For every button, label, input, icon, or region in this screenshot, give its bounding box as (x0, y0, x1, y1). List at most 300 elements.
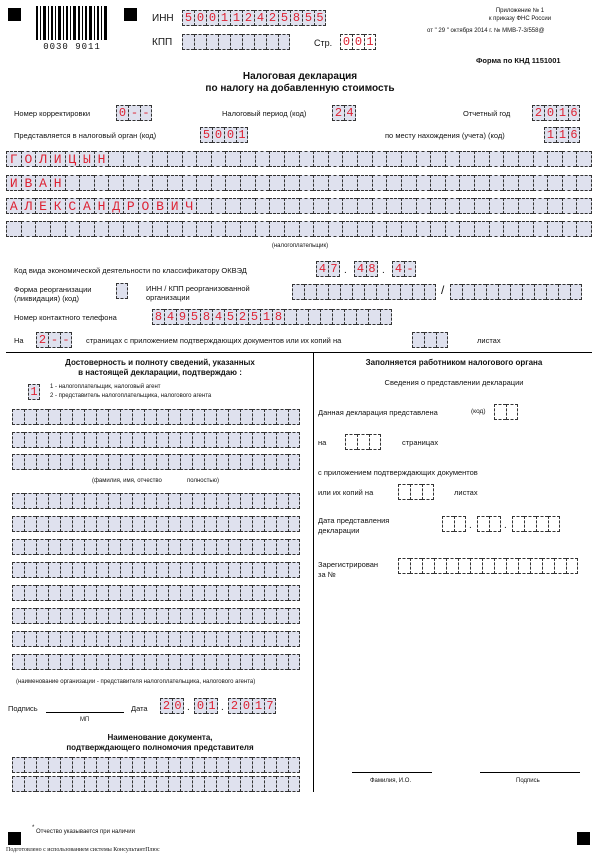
form-cell[interactable]: О (21, 151, 36, 167)
form-cell[interactable] (252, 432, 264, 448)
form-cell[interactable] (72, 454, 84, 470)
form-cell[interactable] (108, 585, 120, 601)
form-cell[interactable] (225, 151, 240, 167)
form-cell[interactable] (264, 654, 276, 670)
presented-code-cells[interactable] (494, 404, 518, 420)
form-cell[interactable] (288, 757, 300, 773)
form-cell[interactable] (252, 654, 264, 670)
form-cell[interactable]: 0 (224, 127, 236, 143)
form-cell[interactable] (489, 175, 504, 191)
form-cell[interactable] (570, 284, 582, 300)
on-pages-cells[interactable] (345, 434, 381, 450)
form-cell[interactable] (24, 539, 36, 555)
form-cell[interactable] (204, 454, 216, 470)
form-cell[interactable]: 8 (152, 309, 164, 325)
form-cell[interactable] (211, 221, 226, 237)
form-cell[interactable]: В (152, 198, 167, 214)
form-cell[interactable] (36, 776, 48, 792)
form-cell[interactable] (228, 776, 240, 792)
form-cell[interactable] (36, 631, 48, 647)
form-cell[interactable] (562, 221, 577, 237)
form-cell[interactable]: 0 (194, 698, 206, 714)
form-cell[interactable] (156, 631, 168, 647)
form-cell[interactable] (84, 585, 96, 601)
form-cell[interactable]: 4 (254, 10, 266, 26)
form-cell[interactable] (276, 432, 288, 448)
form-cell[interactable] (144, 608, 156, 624)
form-cell[interactable] (446, 558, 458, 574)
form-cell[interactable] (576, 221, 592, 237)
form-cell[interactable] (240, 608, 252, 624)
form-cell[interactable] (120, 516, 132, 532)
form-cell[interactable]: 4 (354, 261, 366, 277)
form-cell[interactable]: 8 (200, 309, 212, 325)
form-cell[interactable] (156, 539, 168, 555)
form-cell[interactable] (489, 198, 504, 214)
form-cell[interactable] (196, 221, 211, 237)
form-cell[interactable] (240, 776, 252, 792)
form-cell[interactable] (422, 484, 434, 500)
form-cell[interactable] (518, 198, 533, 214)
form-cell[interactable] (65, 175, 80, 191)
form-cell[interactable] (276, 631, 288, 647)
form-cell[interactable] (84, 631, 96, 647)
form-cell[interactable] (342, 198, 357, 214)
form-cell[interactable] (240, 757, 252, 773)
form-cell[interactable] (240, 221, 255, 237)
form-cell[interactable] (288, 654, 300, 670)
form-cell[interactable] (79, 221, 94, 237)
form-cell[interactable] (168, 631, 180, 647)
form-cell[interactable] (60, 631, 72, 647)
form-cell[interactable] (357, 151, 372, 167)
form-cell[interactable] (240, 631, 252, 647)
form-cell[interactable] (204, 539, 216, 555)
form-cell[interactable] (84, 562, 96, 578)
form-cell[interactable] (120, 776, 132, 792)
form-cell[interactable] (264, 562, 276, 578)
form-cell[interactable] (72, 776, 84, 792)
form-cell[interactable] (388, 284, 400, 300)
fio-row-2[interactable] (12, 432, 300, 448)
form-cell[interactable] (48, 454, 60, 470)
form-cell[interactable] (228, 608, 240, 624)
form-cell[interactable] (218, 34, 230, 50)
reorg-kpp-cells[interactable] (450, 284, 582, 300)
form-cell[interactable] (445, 175, 460, 191)
form-cell[interactable] (132, 539, 144, 555)
form-cell[interactable] (123, 151, 138, 167)
form-cell[interactable] (416, 151, 431, 167)
form-cell[interactable] (167, 175, 182, 191)
form-cell[interactable] (36, 608, 48, 624)
form-cell[interactable] (144, 757, 156, 773)
form-cell[interactable] (72, 757, 84, 773)
form-cell[interactable]: 2 (332, 105, 344, 121)
form-cell[interactable]: К (50, 198, 65, 214)
inspector-fio-line[interactable] (352, 772, 432, 773)
form-cell[interactable] (120, 608, 132, 624)
report-year-cells[interactable] (532, 105, 580, 121)
form-cell[interactable]: - (128, 105, 140, 121)
form-cell[interactable] (96, 776, 108, 792)
form-cell[interactable] (36, 454, 48, 470)
form-cell[interactable] (204, 757, 216, 773)
form-cell[interactable] (328, 221, 343, 237)
form-cell[interactable] (108, 516, 120, 532)
form-cell[interactable] (264, 757, 276, 773)
form-cell[interactable] (576, 151, 592, 167)
form-cell[interactable] (240, 175, 255, 191)
form-cell[interactable] (299, 151, 314, 167)
form-cell[interactable] (530, 558, 542, 574)
form-cell[interactable] (24, 432, 36, 448)
form-cell[interactable] (276, 493, 288, 509)
form-cell[interactable]: - (404, 261, 416, 277)
form-cell[interactable] (72, 409, 84, 425)
form-cell[interactable] (474, 198, 489, 214)
form-cell[interactable] (410, 484, 422, 500)
form-cell[interactable] (512, 516, 524, 532)
okved-part2[interactable] (354, 261, 378, 277)
form-cell[interactable] (216, 432, 228, 448)
form-cell[interactable] (60, 409, 72, 425)
form-cell[interactable]: 0 (172, 698, 184, 714)
form-cell[interactable] (168, 608, 180, 624)
form-cell[interactable] (240, 454, 252, 470)
form-cell[interactable]: 5 (278, 10, 290, 26)
form-cell[interactable]: 0 (212, 127, 224, 143)
form-cell[interactable] (288, 562, 300, 578)
form-cell[interactable] (422, 558, 434, 574)
location-cells[interactable] (544, 127, 580, 143)
form-cell[interactable] (401, 221, 416, 237)
form-cell[interactable] (548, 516, 560, 532)
form-cell[interactable]: 1 (556, 127, 568, 143)
form-cell[interactable] (24, 631, 36, 647)
form-cell[interactable] (60, 585, 72, 601)
form-cell[interactable] (288, 432, 300, 448)
form-cell[interactable] (60, 539, 72, 555)
form-cell[interactable]: Л (35, 151, 50, 167)
form-cell[interactable] (547, 151, 562, 167)
form-cell[interactable] (547, 198, 562, 214)
form-cell[interactable] (255, 221, 270, 237)
form-cell[interactable] (276, 454, 288, 470)
form-cell[interactable] (94, 175, 109, 191)
date-presented-year[interactable] (512, 516, 560, 532)
form-cell[interactable] (192, 409, 204, 425)
form-cell[interactable]: Л (21, 198, 36, 214)
form-cell[interactable] (120, 585, 132, 601)
form-cell[interactable] (228, 631, 240, 647)
form-cell[interactable]: 5 (182, 10, 194, 26)
form-cell[interactable] (474, 175, 489, 191)
form-cell[interactable] (156, 409, 168, 425)
form-cell[interactable] (60, 493, 72, 509)
form-cell[interactable] (299, 175, 314, 191)
form-cell[interactable] (228, 409, 240, 425)
form-cell[interactable] (144, 654, 156, 670)
form-cell[interactable] (240, 654, 252, 670)
form-cell[interactable]: И (167, 198, 182, 214)
form-cell[interactable] (276, 608, 288, 624)
form-cell[interactable] (96, 757, 108, 773)
form-cell[interactable] (48, 654, 60, 670)
form-cell[interactable] (445, 198, 460, 214)
form-cell[interactable] (225, 221, 240, 237)
form-cell[interactable] (216, 539, 228, 555)
form-cell[interactable] (284, 175, 299, 191)
form-cell[interactable] (204, 631, 216, 647)
form-cell[interactable]: 7 (264, 698, 276, 714)
form-cell[interactable] (108, 151, 123, 167)
form-cell[interactable]: Н (50, 175, 65, 191)
form-cell[interactable] (180, 776, 192, 792)
form-cell[interactable] (204, 562, 216, 578)
date-presented-month[interactable] (477, 516, 501, 532)
form-cell[interactable] (357, 175, 372, 191)
form-cell[interactable] (144, 776, 156, 792)
form-cell[interactable] (357, 198, 372, 214)
form-cell[interactable] (430, 221, 445, 237)
form-cell[interactable] (494, 558, 506, 574)
form-cell[interactable] (21, 221, 36, 237)
form-cell[interactable] (48, 516, 60, 532)
form-cell[interactable] (276, 585, 288, 601)
form-cell[interactable]: 8 (272, 309, 284, 325)
form-cell[interactable] (266, 34, 278, 50)
form-cell[interactable] (60, 757, 72, 773)
form-cell[interactable] (252, 454, 264, 470)
form-cell[interactable] (138, 151, 153, 167)
form-cell[interactable] (288, 493, 300, 509)
form-cell[interactable]: 1 (28, 384, 40, 400)
form-cell[interactable] (284, 151, 299, 167)
form-cell[interactable]: 4 (212, 309, 224, 325)
copies-cells[interactable] (398, 484, 434, 500)
date-month-cells[interactable] (194, 698, 218, 714)
org-row-4[interactable] (12, 562, 300, 578)
form-cell[interactable] (108, 562, 120, 578)
form-cell[interactable] (108, 757, 120, 773)
form-cell[interactable] (342, 175, 357, 191)
form-cell[interactable] (264, 539, 276, 555)
form-cell[interactable] (313, 175, 328, 191)
form-cell[interactable] (518, 558, 530, 574)
form-cell[interactable] (36, 432, 48, 448)
date-day-cells[interactable] (160, 698, 184, 714)
form-cell[interactable] (401, 198, 416, 214)
form-cell[interactable] (120, 432, 132, 448)
form-cell[interactable] (96, 432, 108, 448)
form-cell[interactable] (252, 757, 264, 773)
form-cell[interactable] (48, 757, 60, 773)
form-cell[interactable] (48, 409, 60, 425)
form-cell[interactable] (558, 284, 570, 300)
form-cell[interactable] (182, 221, 197, 237)
form-cell[interactable] (168, 585, 180, 601)
form-cell[interactable] (6, 221, 21, 237)
form-cell[interactable] (342, 221, 357, 237)
form-cell[interactable] (204, 409, 216, 425)
form-cell[interactable] (489, 221, 504, 237)
form-cell[interactable] (108, 409, 120, 425)
form-cell[interactable] (228, 585, 240, 601)
form-cell[interactable] (264, 493, 276, 509)
form-cell[interactable] (84, 776, 96, 792)
form-cell[interactable] (194, 34, 206, 50)
form-cell[interactable] (156, 757, 168, 773)
form-cell[interactable] (230, 34, 242, 50)
form-cell[interactable] (252, 539, 264, 555)
form-cell[interactable] (144, 454, 156, 470)
form-cell[interactable] (380, 309, 392, 325)
form-cell[interactable] (386, 198, 401, 214)
form-cell[interactable] (108, 608, 120, 624)
form-cell[interactable]: 1 (364, 34, 376, 50)
form-cell[interactable] (276, 516, 288, 532)
form-cell[interactable] (180, 585, 192, 601)
org-row-2[interactable] (12, 516, 300, 532)
form-cell[interactable] (96, 654, 108, 670)
form-cell[interactable] (156, 562, 168, 578)
form-cell[interactable] (340, 284, 352, 300)
form-cell[interactable] (12, 631, 24, 647)
form-cell[interactable] (474, 284, 486, 300)
form-cell[interactable]: 8 (366, 261, 378, 277)
form-cell[interactable] (216, 516, 228, 532)
form-cell[interactable] (216, 631, 228, 647)
form-cell[interactable] (216, 776, 228, 792)
form-cell[interactable] (79, 175, 94, 191)
form-cell[interactable] (372, 198, 387, 214)
form-cell[interactable] (132, 454, 144, 470)
form-cell[interactable] (72, 654, 84, 670)
form-cell[interactable] (459, 221, 474, 237)
form-cell[interactable] (12, 654, 24, 670)
form-cell[interactable] (48, 631, 60, 647)
form-cell[interactable]: - (48, 332, 60, 348)
form-cell[interactable]: 5 (188, 309, 200, 325)
form-cell[interactable] (240, 432, 252, 448)
form-cell[interactable] (96, 516, 108, 532)
form-cell[interactable] (132, 432, 144, 448)
form-cell[interactable]: Д (108, 198, 123, 214)
form-cell[interactable] (345, 434, 357, 450)
form-cell[interactable]: Е (35, 198, 50, 214)
form-cell[interactable] (72, 631, 84, 647)
form-cell[interactable] (299, 198, 314, 214)
form-cell[interactable] (60, 608, 72, 624)
form-cell[interactable] (566, 558, 578, 574)
form-cell[interactable]: Р (123, 198, 138, 214)
form-cell[interactable] (518, 151, 533, 167)
form-cell[interactable] (216, 454, 228, 470)
form-cell[interactable]: В (21, 175, 36, 191)
form-cell[interactable] (192, 776, 204, 792)
fio-row-1[interactable] (12, 409, 300, 425)
form-cell[interactable] (255, 175, 270, 191)
form-cell[interactable] (533, 198, 548, 214)
form-cell[interactable] (477, 516, 489, 532)
form-cell[interactable] (216, 757, 228, 773)
form-cell[interactable] (120, 631, 132, 647)
form-cell[interactable] (288, 516, 300, 532)
form-cell[interactable] (240, 585, 252, 601)
org-row-7[interactable] (12, 631, 300, 647)
form-cell[interactable] (264, 454, 276, 470)
form-cell[interactable]: А (6, 198, 21, 214)
form-cell[interactable] (482, 558, 494, 574)
form-cell[interactable]: А (35, 175, 50, 191)
form-cell[interactable] (36, 562, 48, 578)
date-presented-day[interactable] (442, 516, 466, 532)
form-cell[interactable] (132, 608, 144, 624)
form-cell[interactable] (264, 776, 276, 792)
form-cell[interactable] (192, 585, 204, 601)
form-cell[interactable] (60, 432, 72, 448)
form-cell[interactable] (180, 654, 192, 670)
form-cell[interactable]: 0 (206, 10, 218, 26)
form-cell[interactable] (72, 539, 84, 555)
form-cell[interactable] (192, 757, 204, 773)
form-cell[interactable] (252, 562, 264, 578)
form-cell[interactable]: 2 (266, 10, 278, 26)
form-cell[interactable] (474, 221, 489, 237)
form-cell[interactable]: С (65, 198, 80, 214)
form-cell[interactable] (576, 175, 592, 191)
form-cell[interactable] (316, 284, 328, 300)
form-cell[interactable] (510, 284, 522, 300)
form-cell[interactable] (156, 432, 168, 448)
form-cell[interactable] (386, 221, 401, 237)
form-cell[interactable] (36, 539, 48, 555)
form-cell[interactable] (192, 493, 204, 509)
tax-period-cells[interactable] (332, 105, 356, 121)
inn-cells[interactable] (182, 10, 326, 26)
form-cell[interactable] (554, 558, 566, 574)
form-cell[interactable] (192, 454, 204, 470)
form-cell[interactable] (152, 151, 167, 167)
form-cell[interactable] (352, 284, 364, 300)
form-cell[interactable]: 1 (230, 10, 242, 26)
form-cell[interactable] (386, 151, 401, 167)
form-cell[interactable] (252, 585, 264, 601)
form-cell[interactable] (356, 309, 368, 325)
form-cell[interactable] (60, 562, 72, 578)
form-cell[interactable] (284, 309, 296, 325)
form-cell[interactable] (216, 409, 228, 425)
form-cell[interactable] (48, 493, 60, 509)
form-cell[interactable] (84, 493, 96, 509)
form-cell[interactable] (288, 776, 300, 792)
form-cell[interactable] (225, 198, 240, 214)
form-cell[interactable] (196, 175, 211, 191)
form-cell[interactable] (144, 562, 156, 578)
form-cell[interactable]: Н (94, 151, 109, 167)
form-cell[interactable] (288, 585, 300, 601)
form-cell[interactable] (264, 608, 276, 624)
form-cell[interactable] (494, 404, 506, 420)
form-cell[interactable] (284, 198, 299, 214)
form-cell[interactable] (458, 558, 470, 574)
form-cell[interactable] (96, 562, 108, 578)
form-cell[interactable] (546, 284, 558, 300)
form-cell[interactable] (180, 454, 192, 470)
form-cell[interactable] (12, 757, 24, 773)
form-cell[interactable] (12, 454, 24, 470)
